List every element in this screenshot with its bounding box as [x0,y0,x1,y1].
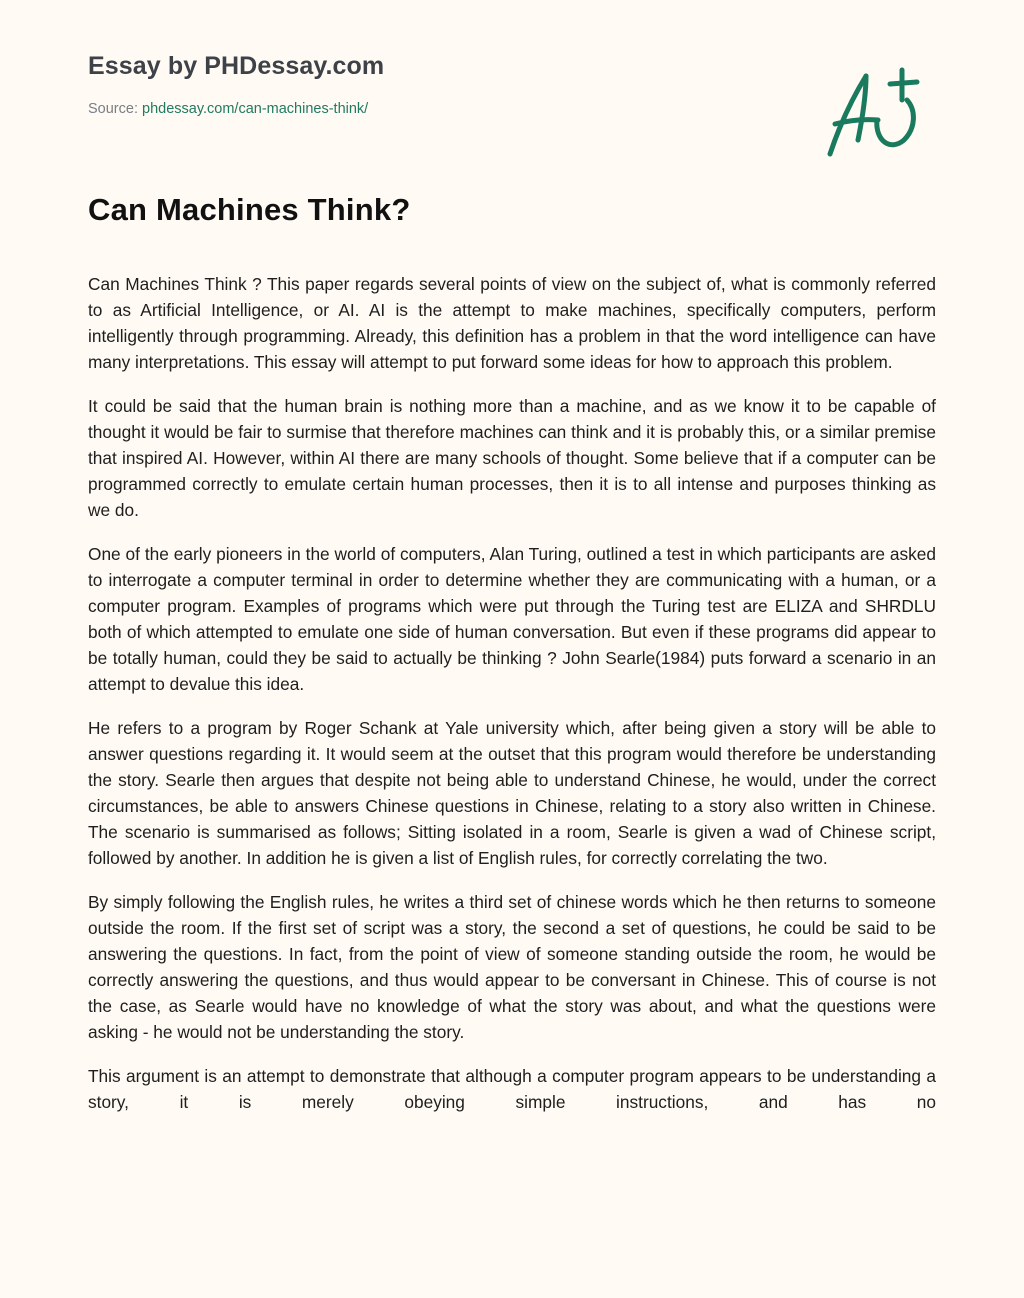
a-plus-grade-icon [820,62,930,162]
essay-paragraph: By simply following the English rules, he writes a third set of chinese words which he then returns to someone outside the room. If the first set of script was a story, the second a set of questions, he could be said to be answering the questions. In fact, from the point of view of someone standing outside the room, he would be correctly answering the questions, and thus would appear to be conversant in Chinese. This of course is not the case, as Searle would have no knowledge of what the story was about, and what the questions were asking - he would not be understanding the story. [88,892,936,1042]
source-line [88,99,848,119]
site-brand: Essay by PHDessay.com [88,52,385,80]
essay-title: Can Machines Think? [88,192,411,227]
essay-paragraph: He refers to a program by Roger Schank at Yale university which, after being given a story will be able to answer questions regarding it. It would seem at the outset that this program would therefore be understanding the story. Searle then argues that despite not being able to understand Chinese, he would, under the correct circumstances, be able to answers Chinese questions in Chinese, relating to a story also written in Chinese. The scenario is summarised as follows; Sitting isolated in a room, Searle is given a wad of Chinese script, followed by another. In addition he is given a list of English rules, for correctly correlating the two. [88,718,936,868]
essay-paragraph: One of the early pioneers in the world of computers, Alan Turing, outlined a test in which participants are asked to interrogate a computer terminal in order to determine whether they are communicating with a human, or a computer program. Examples of programs which were put through the Turing test are ELIZA and SHRDLU both of which attempted to emulate one side of human conversation. But even if these programs did appear to be totally human, could they be said to actually be thinking ? John Searle(1984) puts forward a scenario in an attempt to devalue this idea. [88,544,936,694]
essay-paragraph: It could be said that the human brain is nothing more than a machine, and as we know it to be capable of thought it would be fair to surmise that therefore machines can think and it is probably this, or a similar premise that inspired AI. However, within AI there are many schools of thought. Some believe that if a computer can be programmed correctly to emulate certain human processes, then it is to all intense and purposes thinking as we do. [88,396,936,520]
source-label: Source: [88,101,138,117]
essay-body [88,271,936,1251]
essay-paragraph: Can Machines Think ? This paper regards several points of view on the subject of, what is commonly referred to as Artificial Intelligence, or AI. AI is the attempt to make machines, specifically computers, perform intelligently through programming. Already, this definition has a problem in that the word intelligence can have many interpretations. This essay will attempt to put forward some ideas for how to approach this problem. [88,274,936,372]
essay-paragraph-truncated: This argument is an attempt to demonstrate that although a computer program appears to be understanding a story, it is merely obeying simple instructions, and has no [88,1066,936,1112]
site-header [88,50,848,119]
source-link[interactable]: phdessay.com/can-machines-think/ [142,101,369,117]
